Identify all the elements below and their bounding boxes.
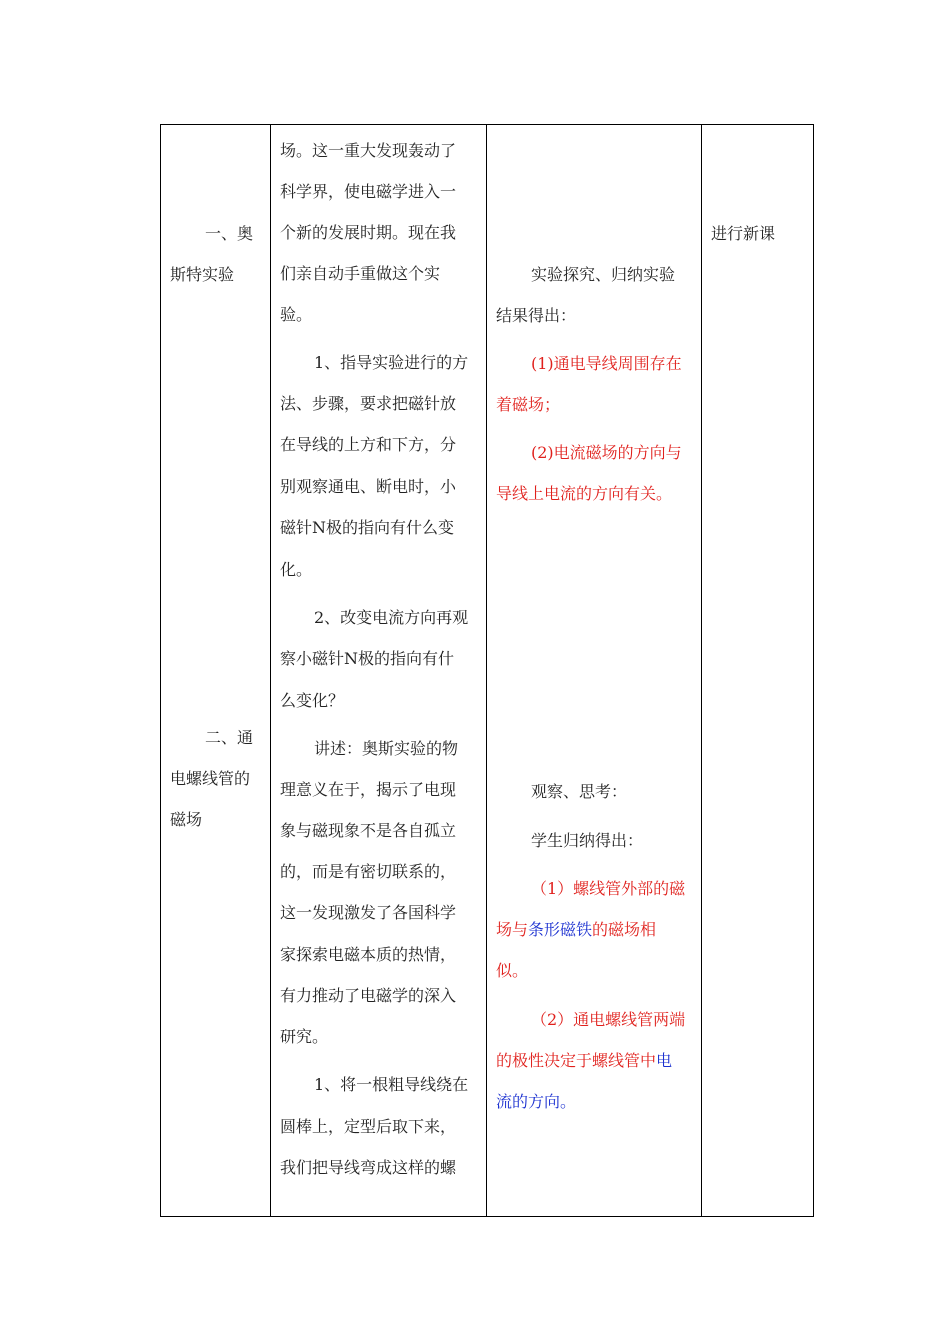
column-divider <box>486 125 487 1216</box>
lesson-table <box>160 124 814 1217</box>
column-divider <box>270 125 271 1216</box>
col4-stage-label: 进行新课 <box>711 224 776 243</box>
column-divider <box>701 125 702 1216</box>
col3-observe-think: 观察、思考： <box>531 782 628 801</box>
col3-student-summary: 学生归纳得出： <box>531 831 644 850</box>
